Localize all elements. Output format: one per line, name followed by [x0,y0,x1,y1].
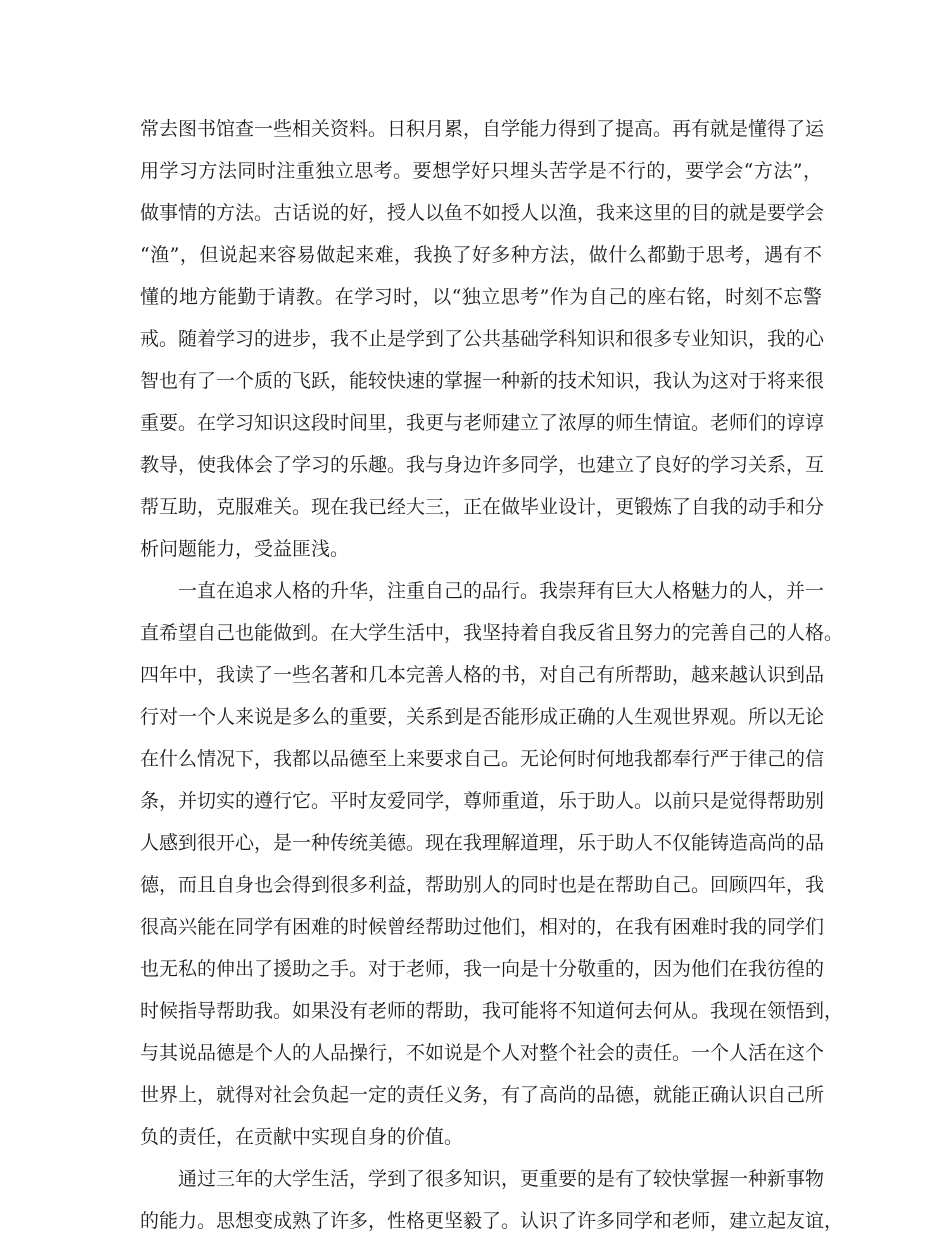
text-line: 人感到很开心，是一种传统美德。现在我理解道理，乐于助人不仅能铸造高尚的品 [140,832,825,854]
text-line: 很高兴能在同学有困难的时候曾经帮助过他们，相对的，在我有困难时我的同学们 [140,916,825,938]
text-line: 行对一个人来说是多么的重要，关系到是否能形成正确的人生观世界观。所以无论 [140,706,825,728]
paragraph-study-methods [140,108,825,570]
text-line: 条，并切实的遵行它。平时友爱同学，尊师重道，乐于助人。以前只是觉得帮助别 [140,790,825,812]
text-line: “渔”，但说起来容易做起来难，我换了好多种方法，做什么都勤于思考，遇有不 [140,244,822,266]
text-line: 教导，使我体会了学习的乐趣。我与身边许多同学，也建立了良好的学习关系，互 [140,454,825,476]
text-line: 德，而且自身也会得到很多利益，帮助别人的同时也是在帮助自己。回顾四年，我 [140,874,825,896]
text-line: 重要。在学习知识这段时间里，我更与老师建立了浓厚的师生情谊。老师们的谆谆 [140,412,825,434]
text-line: 也无私的伸出了援助之手。对于老师，我一向是十分敬重的，因为他们在我彷徨的 [140,958,825,980]
text-line: 直希望自己也能做到。在大学生活中，我坚持着自我反省且努力的完善自己的人格。 [140,622,844,644]
paragraph-college-life [140,1158,844,1242]
text-line: 析问题能力，受益匪浅。 [140,538,350,560]
text-line: 与其说品德是个人的人品操行，不如说是个人对整个社会的责任。一个人活在这个 [140,1042,825,1064]
text-line: 一直在追求人格的升华，注重自己的品行。我崇拜有巨大人格魅力的人，并一 [178,580,825,602]
text-line: 世界上，就得对社会负起一定的责任义务，有了高尚的品德，就能正确认识自己所 [140,1084,825,1106]
document-body [140,108,844,1242]
text-line: 负的责任，在贡献中实现自身的价值。 [140,1126,464,1148]
text-line: 帮互助，克服难关。现在我已经大三，正在做毕业设计，更锻炼了自我的动手和分 [140,496,825,518]
text-line: 四年中，我读了一些名著和几本完善人格的书，对自己有所帮助，越来越认识到品 [140,664,825,686]
text-line: 通过三年的大学生活，学到了很多知识，更重要的是有了较快掌握一种新事物 [178,1168,825,1190]
text-line: 智也有了一个质的飞跃，能较快速的掌握一种新的技术知识，我认为这对于将来很 [140,370,825,392]
text-line: 的能力。思想变成熟了许多，性格更坚毅了。认识了许多同学和老师，建立起友谊， [140,1210,844,1232]
paragraph-character [140,570,844,1158]
text-line: 在什么情况下，我都以品德至上来要求自己。无论何时何地我都奉行严于律己的信 [140,748,825,770]
text-line: 时候指导帮助我。如果没有老师的帮助，我可能将不知道何去何从。我现在领悟到， [140,1000,844,1022]
text-line: 用学习方法同时注重独立思考。要想学好只埋头苦学是不行的，要学会“方法”， [140,160,822,182]
text-line: 戒。随着学习的进步，我不止是学到了公共基础学科知识和很多专业知识，我的心 [140,328,825,350]
text-line: 常去图书馆查一些相关资料。日积月累，自学能力得到了提高。再有就是懂得了运 [140,118,825,140]
text-line: 懂的地方能勤于请教。在学习时，以“独立思考”作为自己的座右铭，时刻不忘警 [140,286,822,308]
text-line: 做事情的方法。古话说的好，授人以鱼不如授人以渔，我来这里的目的就是要学会 [140,202,825,224]
